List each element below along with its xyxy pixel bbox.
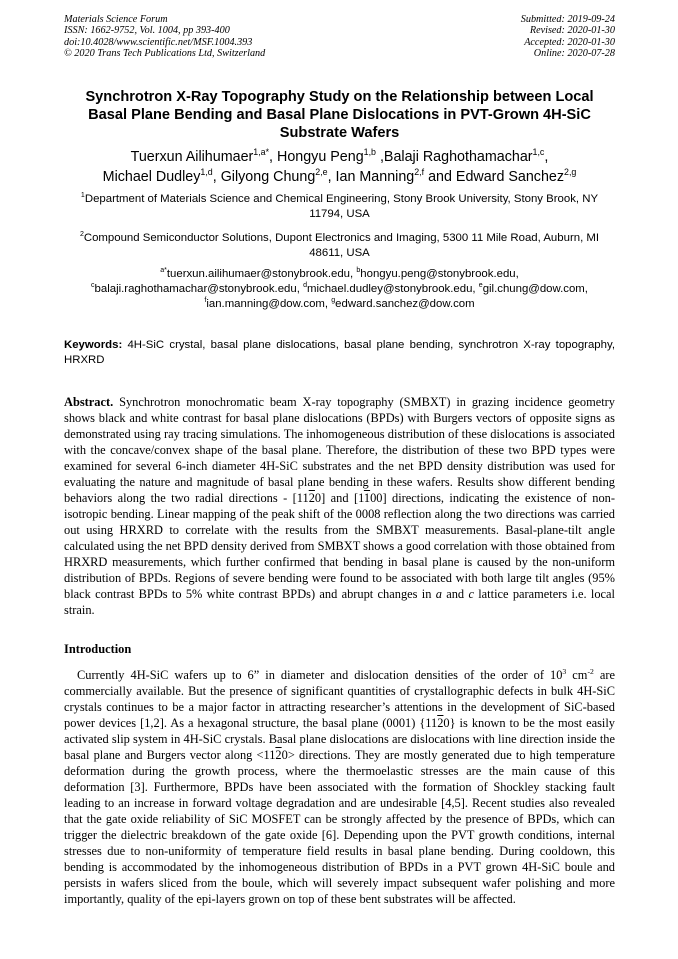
author: Hongyu Peng — [277, 148, 364, 165]
publication-dates — [521, 14, 615, 60]
overbar-index: 2 — [437, 715, 444, 730]
abstract-text: Synchrotron monochromatic beam X-ray topography (SMBXT) in grazing incidence geometry shows black and white contrast for basal plane dislocations (BPDs) with Burgers vectors of opposite signs as demonstrated using ray tracing simulations. The inhomogeneous distribution of these dislocations is associated with the concave/convex shape of the basal plane. Therefore, the distribution of these two BPD types were examined for several 6-inch diameter 4H-SiC substrates and the net BPD density distribution was used for evaluating the nature and magnitude of basal plane bending in these wafers. Results show different bending behaviors along the two radial directions - [11 — [64, 394, 615, 505]
email-sup: d — [303, 281, 307, 289]
email-separator: , — [350, 267, 357, 280]
abstract-text: lattice parameters i.e. local strain. — [64, 586, 615, 617]
author-list — [64, 147, 615, 187]
email-separator: , — [296, 282, 304, 295]
author-affil-sup: 1,b — [363, 146, 376, 157]
author-separator: , — [544, 148, 549, 165]
email-separator: , — [515, 267, 519, 280]
affiliation-number: 1 — [80, 191, 85, 199]
overbar-index: 2 — [275, 747, 282, 762]
author: Ian Manning — [335, 168, 415, 185]
journal-copyright: © 2020 Trans Tech Publications Ltd, Switzerland — [64, 48, 266, 60]
keywords-section — [64, 338, 615, 368]
paper-title: Synchrotron X-Ray Topography Study on the Relationship between Local Basal Plane Bending and Basal Plane Dislocations in PVT-Grown 4H-SiC Substrate Wafers — [85, 88, 594, 141]
author-separator: , — [375, 148, 384, 165]
email-separator: , — [324, 297, 332, 310]
email-link[interactable]: edward.sanchez@dow.com — [335, 297, 475, 310]
author-affil-sup: 1,a* — [253, 146, 270, 157]
exponent: -2 — [587, 666, 594, 676]
paper-page — [64, 14, 615, 907]
introduction-paragraph — [64, 667, 615, 907]
affiliation-1 — [64, 192, 615, 222]
author: Edward Sanchez — [455, 168, 565, 185]
email-link[interactable]: gil.chung@dow.com — [482, 282, 585, 295]
abstract-section — [64, 394, 615, 618]
journal-issn: ISSN: 1662-9752, Vol. 1004, pp 393-400 — [64, 25, 230, 37]
author-affil-sup: 1,c — [532, 146, 545, 157]
email-sup: e — [478, 281, 483, 289]
affiliation-text: Compound Semiconductor Solutions, Dupont Electronics and Imaging, 5300 11 Mile Road, Auburn, MI 48611, USA — [83, 231, 600, 259]
intro-text: 0} is known to be the most easily activated slip system in 4H-SiC crystals. Basal plane dislocations are dislocations with line direction inside the basal plane and Burgers vector along <11 — [64, 715, 616, 762]
intro-text: cm — [566, 667, 588, 682]
author-affil-sup: 2,g — [564, 166, 577, 177]
keywords-label: Keywords: — [64, 338, 123, 351]
lattice-param-a: a — [435, 586, 442, 601]
email-list — [64, 267, 615, 312]
intro-text: are commercially available. But the presence of significant quantities of crystallographic defects in bulk 4H-SiC crystals continues to be a major factor in attracting researcher’s attentions in the development of SiC-based power devices [1,2]. As a hexagonal structure, the basal plane (0001) {11 — [64, 667, 615, 730]
email-sup: g — [331, 296, 336, 304]
introduction-heading: Introduction — [64, 641, 132, 656]
email-sup: b — [356, 266, 361, 274]
date-online: Online: 2020-07-28 — [533, 48, 615, 60]
author: Balaji Raghothamachar — [383, 148, 533, 165]
author: Michael Dudley — [102, 168, 201, 185]
intro-text: 0> directions. They are mostly generated due to high temperature deformation during the growth process, where the thermoelastic stresses are the main cause of this deformation [3]. Furthermore, BPDs have been associated with the formation of Shockley stacking fault leading to an increase in forward voltage degradation and are undesirable [4,5]. Recent studies also revealed that the gate oxide reliability of SiC MOSFET can be strongly affected by the presence of BPDs, which can trigger the dielectric breakdown of the gate oxide [6]. Depending upon the PVT growth conditions, internal stresses due to non-uniformity of temperature field results in basal plane bending. During cooldown, this bending is accommodated by the inhomogeneous distribution of BPDs in a PVT grown 4H-SiC boule and persists in wafers sliced from the boule, which will severely impact subsequent wafer polishing and more importantly, quality of the epi-layers grown on top of these bent substrates will be affected. — [64, 747, 615, 906]
author-separator: , — [327, 168, 336, 185]
author-affil-sup: 1,d — [200, 166, 213, 177]
author-affil-sup: 2,f — [414, 166, 425, 177]
email-sup: f — [204, 296, 207, 304]
date-accepted: Accepted: 2020-01-30 — [524, 36, 615, 48]
affiliation-2 — [64, 231, 615, 261]
abstract-label: Abstract. — [64, 394, 114, 409]
affiliation-number: 2 — [79, 230, 84, 238]
exponent: 3 — [562, 666, 567, 676]
keywords-text: 4H-SiC crystal, basal plane dislocations, basal plane bending, synchrotron X-ray topography, HRXRD — [64, 338, 615, 366]
overbar-index: 1 — [363, 490, 371, 505]
affiliation-text: Department of Materials Science and Chemical Engineering, Stony Brook University, Stony Brook, NY 11794, USA — [84, 192, 599, 220]
journal-header — [64, 14, 615, 60]
abstract-text: 0] and [1 — [314, 490, 364, 505]
lattice-param-c: c — [468, 586, 474, 601]
author-separator: and — [424, 168, 456, 185]
email-link[interactable]: tuerxun.ailihumaer@stonybrook.edu — [166, 267, 351, 280]
author: Gilyong Chung — [220, 168, 316, 185]
email-separator: , — [584, 282, 588, 295]
email-sup: c — [91, 281, 95, 289]
date-submitted: Submitted: 2019-09-24 — [520, 14, 615, 25]
email-link[interactable]: balaji.raghothamachar@stonybrook.edu — [94, 282, 297, 295]
journal-name: Materials Science Forum — [64, 14, 168, 25]
author-separator: , — [269, 148, 277, 165]
author: Tuerxun Ailihumaer — [130, 148, 254, 165]
email-separator: , — [472, 282, 479, 295]
email-link[interactable]: hongyu.peng@stonybrook.edu — [360, 267, 516, 280]
abstract-text: and — [441, 586, 469, 601]
email-link[interactable]: michael.dudley@stonybrook.edu — [306, 282, 473, 295]
email-link[interactable]: ian.manning@dow.com — [206, 297, 325, 310]
date-revised: Revised: 2020-01-30 — [529, 25, 615, 37]
journal-info — [64, 14, 265, 60]
email-sup: a* — [160, 266, 167, 274]
abstract-text: 00] directions, indicating the existence of non-isotropic bending. Linear mapping of the peak shift of the 0008 reflection along the two directions was carried out using HRXRD to correlate with the results from the SMBXT measurements. Basal-plane-tilt angle calculated using the net BPD density derived from SMBXT shows a good correlation with those obtained from HRXRD measurements, which further confirmed that bending in basal plane is caused by the non-uniform distribution of BPDs. Regions of severe bending were found to be associated with both large tilt angles (95% black contrast BPDs to 5% white contrast BPDs) and abrupt changes in — [64, 490, 615, 601]
intro-text: Currently 4H-SiC wafers up to 6” in diameter and dislocation densities of the order of 10 — [77, 667, 563, 682]
author-affil-sup: 2,e — [315, 166, 328, 177]
overbar-index: 2 — [308, 490, 315, 505]
author-separator: , — [212, 168, 221, 185]
journal-doi[interactable]: doi:10.4028/www.scientific.net/MSF.1004.393 — [64, 36, 253, 48]
